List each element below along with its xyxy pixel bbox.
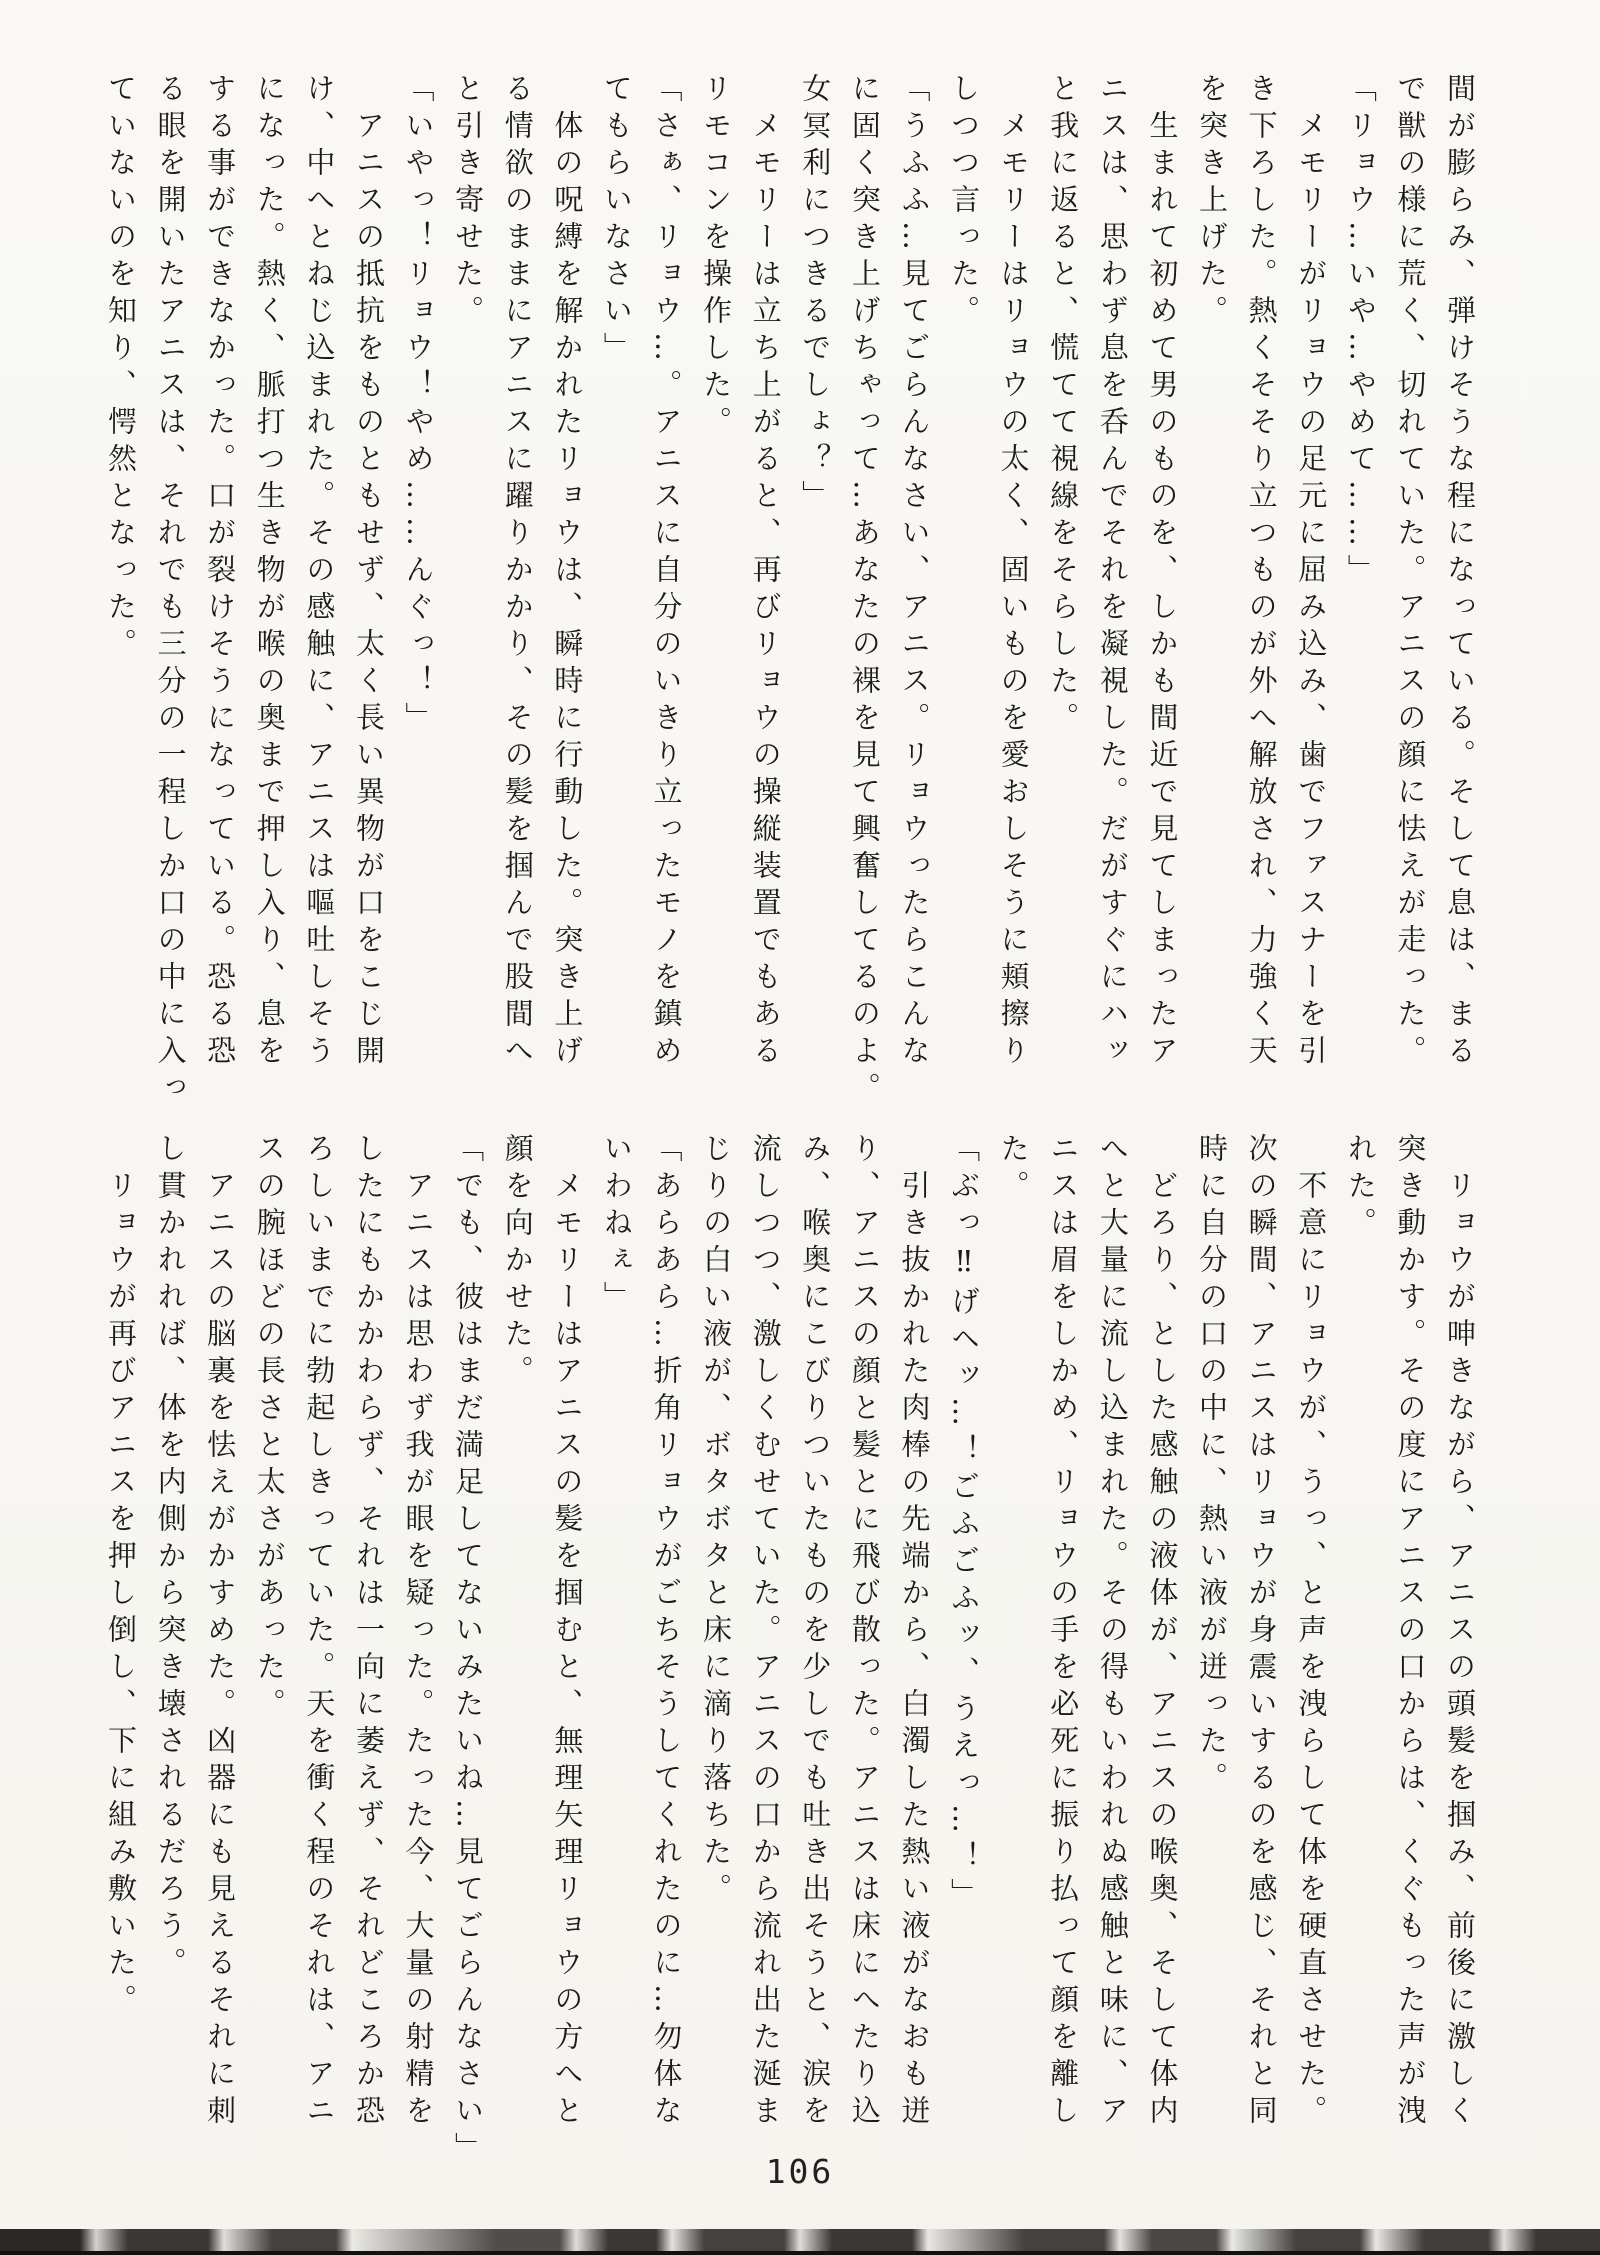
text-column: 女冥利につきるでしょ？」 (798, 73, 833, 517)
text-column: と我に返ると、慌てて視線をそらした。 (1046, 73, 1081, 739)
text-column: メモリーがリョウの足元に屈み込み、歯でファスナーを引 (1294, 110, 1329, 1072)
text-column: み、喉奥にこびりついたものを少しでも吐き出そうと、涙を (798, 1133, 833, 2132)
text-column: 「リョウ…いや…やめて……」 (1343, 73, 1378, 591)
text-column: しつつ言った。 (947, 73, 982, 332)
text-column: へと大量に流し込まれた。その得もいわれぬ感触と味に、ア (1095, 1133, 1130, 2132)
text-column: アニスの抵抗をものともせず、太く長い異物が口をこじ開 (351, 110, 386, 1072)
text-column: 不意にリョウが、うっ、と声を洩らして体を硬直させた。 (1294, 1170, 1329, 2132)
text-column: き下ろした。熱くそそり立つものが外へ解放され、力強く天 (1244, 73, 1279, 1072)
text-column: し貫かれれば、体を内側から突き壊されるだろう。 (153, 1133, 188, 1984)
text-column: アニスは思わず我が眼を疑った。たった今、大量の射精を (401, 1170, 436, 2132)
text-column: 流しつつ、激しくむせていた。アニスの口から流れ出た涎ま (748, 1133, 783, 2132)
text-column: 「さぁ、リョウ…。アニスに自分のいきり立ったモノを鎮め (649, 73, 684, 1072)
text-column: 「うふふ…見てごらんなさい、アニス。リョウったらこんな (897, 73, 932, 1072)
text-column: 間が膨らみ、弾けそうな程になっている。そして息は、まる (1443, 73, 1477, 1072)
text-column: リョウが再びアニスを押し倒し、下に組み敷いた。 (103, 1170, 138, 2021)
text-column: になった。熱く、脈打つ生き物が喉の奥まで押し入り、息を (252, 73, 287, 1072)
text-column: る情欲のままにアニスに躍りかかり、その髪を掴んで股間へ (500, 73, 535, 1072)
text-column: 顔を向かせた。 (500, 1133, 535, 1392)
text-block-upper (92, 73, 1484, 1131)
text-column: メモリーはリョウの太く、固いものを愛おしそうに頬擦り (996, 110, 1031, 1072)
text-column: で獣の様に荒く、切れていた。アニスの顔に怯えが走った。 (1393, 73, 1428, 1072)
text-column: り、アニスの顔と髪とに飛び散った。アニスは床にへたり込 (847, 1133, 882, 2132)
text-column: メモリーは立ち上がると、再びリョウの操縦装置でもある (748, 110, 783, 1072)
text-column: したにもかかわらず、それは一向に萎えず、それどころか恐 (351, 1133, 386, 2132)
text-column: メモリーはアニスの髪を掴むと、無理矢理リョウの方へと (550, 1170, 585, 2132)
text-column: 「でも、彼はまだ満足してないみたいね…見てごらんなさい」 (451, 1133, 486, 2169)
text-column: る眼を開いたアニスは、それでも三分の一程しか口の中に入っ (153, 73, 188, 1109)
text-column: ろしいまでに勃起しきっていた。天を衝く程のそれは、アニ (302, 1133, 337, 2132)
text-column: スの腕ほどの長さと太さがあった。 (252, 1133, 287, 1725)
text-column: 引き抜かれた肉棒の先端から、白濁した熱い液がなおも迸 (897, 1170, 932, 2132)
text-column: 次の瞬間、アニスはリョウが身震いするのを感じ、それと同 (1244, 1133, 1279, 2132)
page-number: 106 (765, 2152, 835, 2191)
text-column: を突き上げた。 (1195, 73, 1230, 332)
text-column: と引き寄せた。 (451, 73, 486, 332)
text-column: 時に自分の口の中に、熱い液が迸った。 (1195, 1133, 1230, 1799)
text-block-lower (92, 1133, 1484, 2191)
text-column: 「いやっ！リョウ！やめ……んぐっ！」 (401, 73, 436, 739)
text-column: リョウが呻きながら、アニスの頭髪を掴み、前後に激しく (1443, 1170, 1477, 2132)
text-column: れた。 (1343, 1133, 1378, 1244)
text-column: する事ができなかった。口が裂けそうになっている。恐る恐 (203, 73, 238, 1072)
text-column: ニスは眉をしかめ、リョウの手を必死に振り払って顔を離し (1046, 1133, 1081, 2132)
text-column: に固く突き上げちゃって…あなたの裸を見て興奮してるのよ。 (847, 73, 882, 1109)
text-column: 生まれて初めて男のものを、しかも間近で見てしまったア (1145, 110, 1180, 1072)
text-column: てもらいなさい」 (599, 73, 634, 369)
text-column: いわねぇ」 (599, 1133, 634, 1318)
text-column: け、中へとねじ込まれた。その感触に、アニスは嘔吐しそう (302, 73, 337, 1072)
text-column: 体の呪縛を解かれたリョウは、瞬時に行動した。突き上げ (550, 110, 585, 1072)
text-column: どろり、とした感触の液体が、アニスの喉奥、そして体内 (1145, 1170, 1180, 2132)
text-column: 突き動かす。その度にアニスの口からは、くぐもった声が洩 (1393, 1133, 1428, 2132)
text-column: 「ぶっ‼げヘッ…！ごふごふッ、うえっ…！」 (947, 1133, 982, 1915)
text-column: ニスは、思わず息を呑んでそれを凝視した。だがすぐにハッ (1095, 73, 1130, 1072)
text-column: じりの白い液が、ボタボタと床に滴り落ちた。 (699, 1133, 734, 1910)
text-column: 「あらあら…折角リョウがごちそうしてくれたのに…勿体な (649, 1133, 684, 2132)
text-column: た。 (996, 1133, 1031, 1207)
scan-edge-artifact (0, 2229, 1600, 2255)
text-column: リモコンを操作した。 (699, 73, 734, 443)
text-column: ていないのを知り、愕然となった。 (103, 73, 138, 665)
text-column: アニスの脳裏を怯えがかすめた。凶器にも見えるそれに刺 (203, 1170, 238, 2132)
